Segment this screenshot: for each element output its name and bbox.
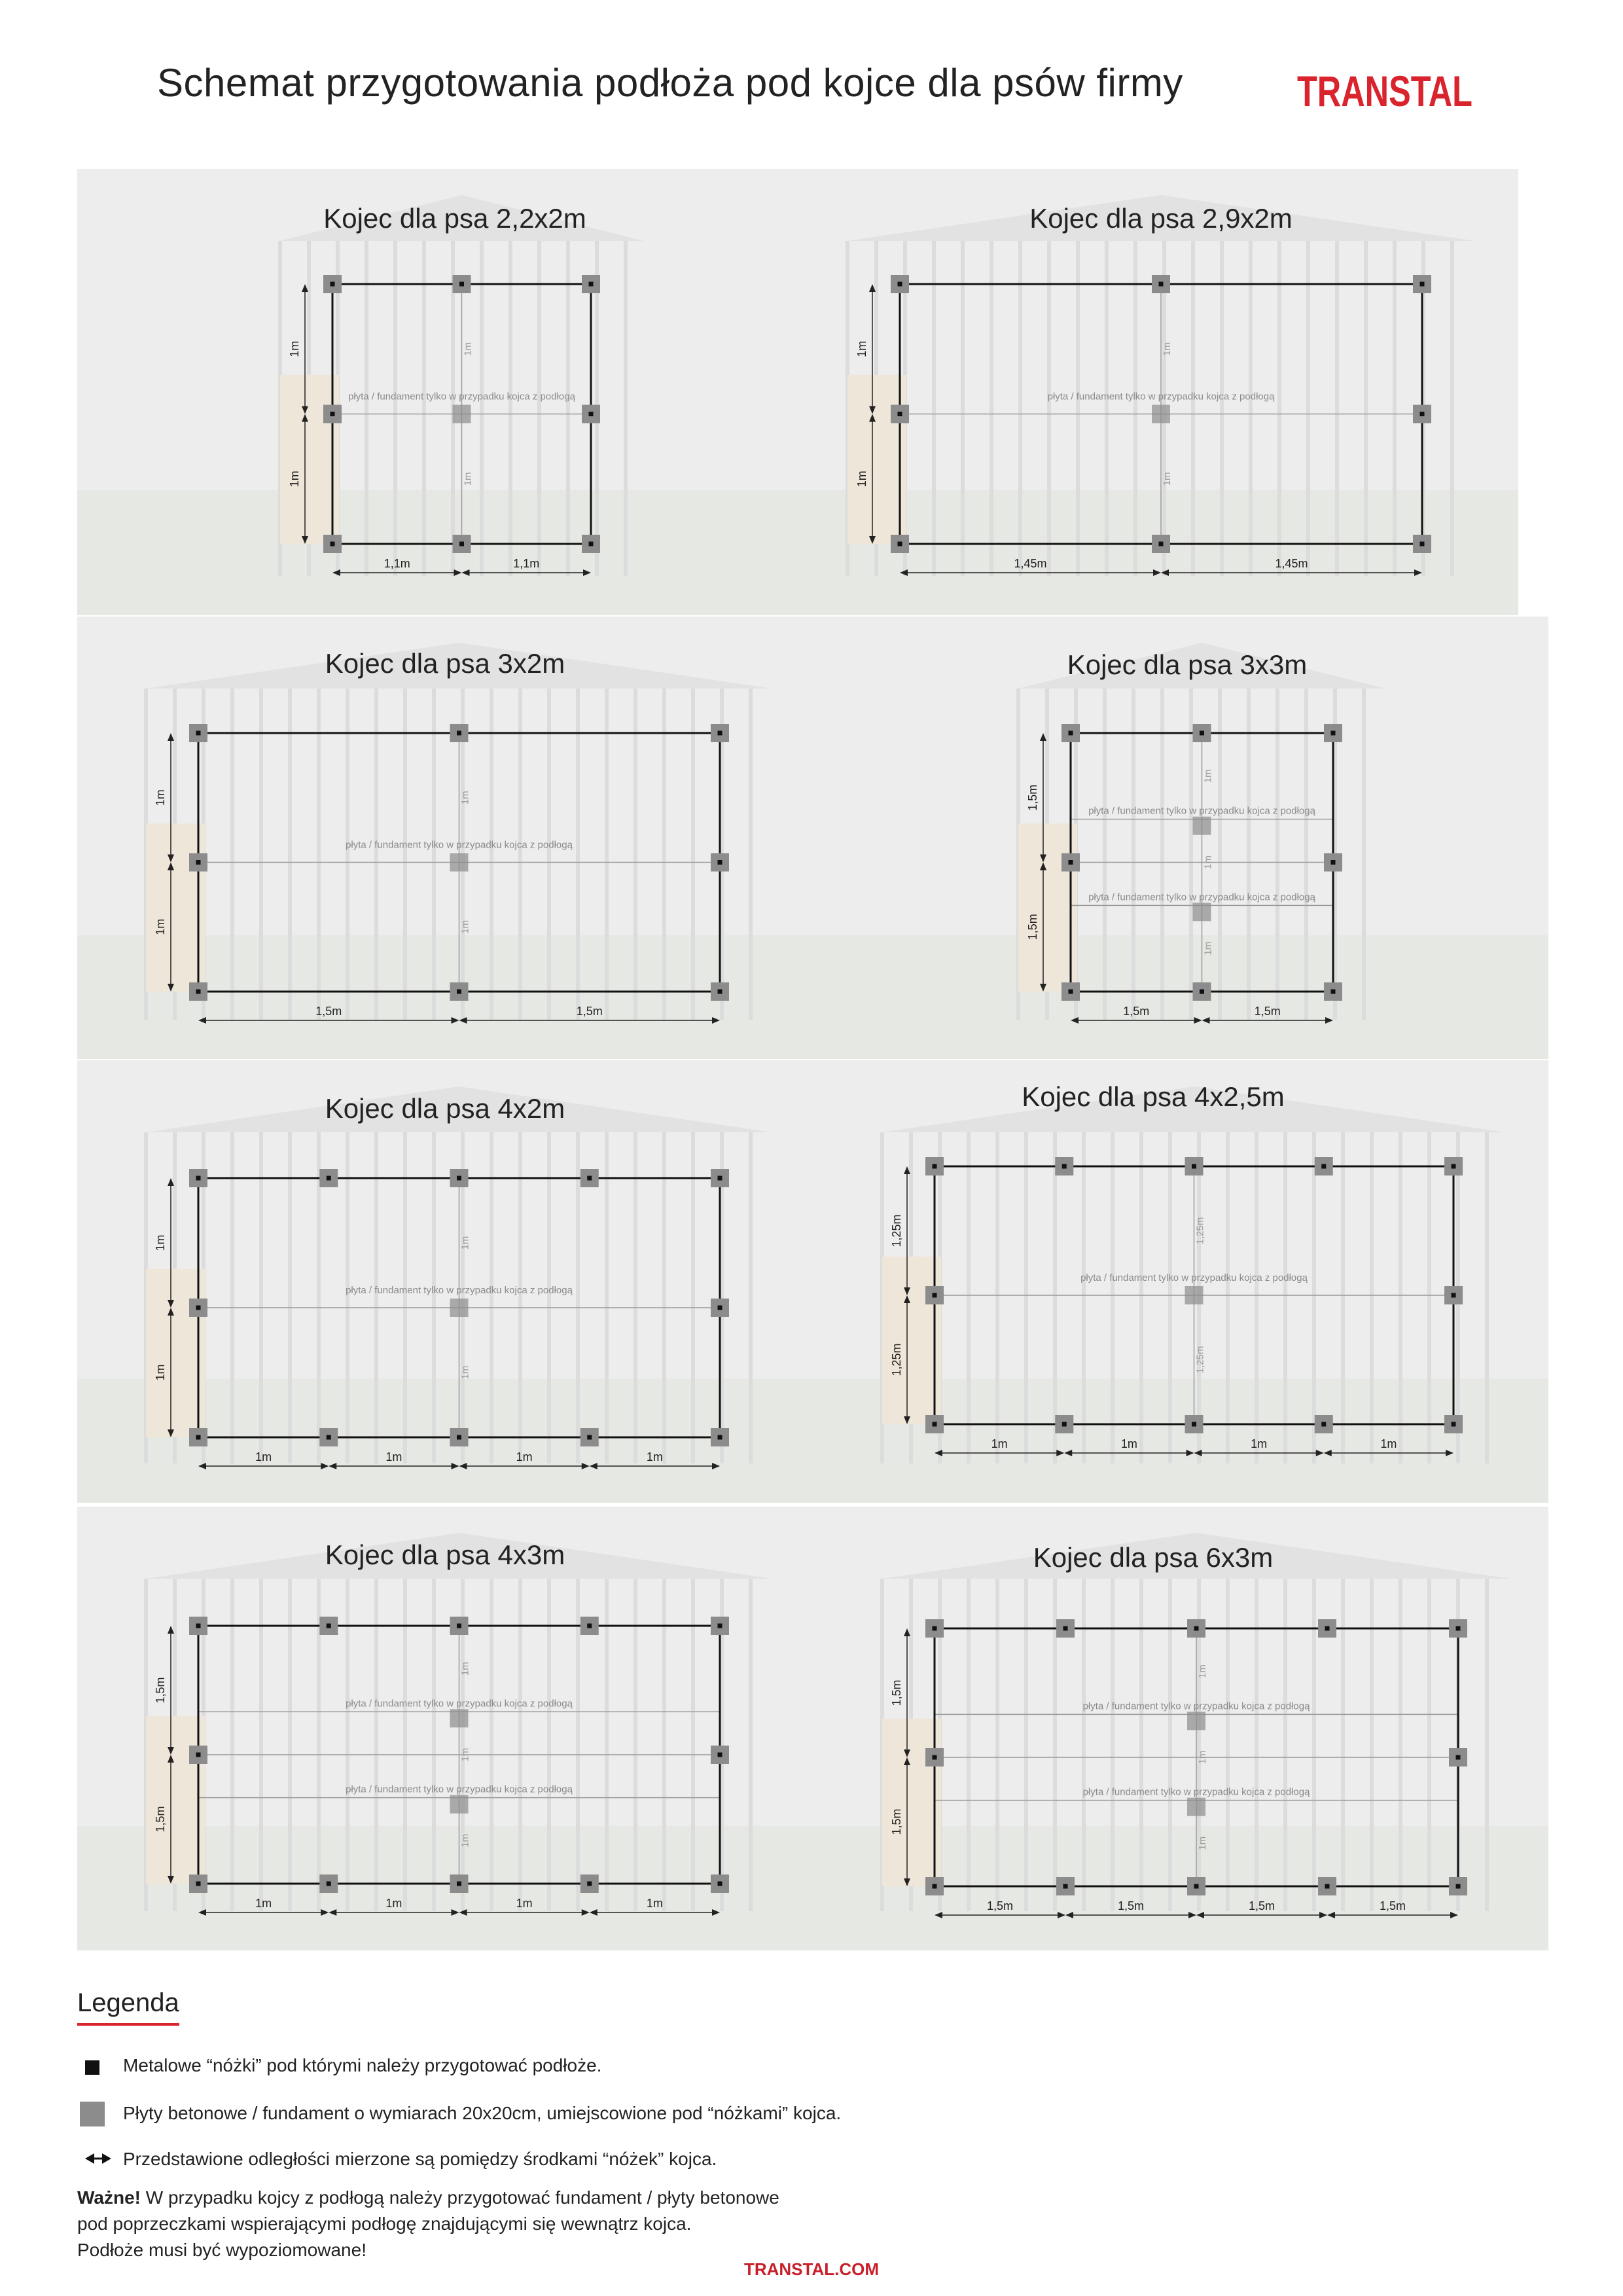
dimension-label: 1,45m — [1014, 557, 1047, 570]
metal-foot — [1420, 282, 1425, 287]
metal-foot — [330, 412, 335, 416]
inner-dimension-label: 1m — [1162, 472, 1173, 486]
dimension-label: 1,5m — [154, 1806, 167, 1833]
floor-note: płyta / fundament tylko w przypadku kojca z podłogą — [1047, 391, 1275, 403]
inner-dimension-label: 1,25m — [1194, 1346, 1206, 1374]
metal-foot — [718, 1624, 722, 1628]
inner-dimension-label: 1m — [459, 1748, 471, 1762]
metal-foot — [1194, 1884, 1199, 1889]
panel-wooden-wall — [146, 823, 205, 992]
panel-wooden-wall — [847, 375, 906, 544]
inner-dimension-label: 1m — [1197, 1664, 1208, 1679]
metal-foot — [1456, 1884, 1461, 1889]
dimension-label: 1m — [855, 340, 868, 357]
legend-title: Legenda — [77, 1988, 179, 2026]
dimension-label: 1m — [385, 1897, 402, 1910]
metal-foot — [589, 412, 594, 416]
metal-foot — [718, 1306, 722, 1310]
metal-foot — [457, 731, 461, 736]
inner-dimension-label: 1m — [1202, 769, 1214, 783]
metal-foot — [457, 1882, 461, 1886]
inner-dimension-label: 1m — [1197, 1750, 1208, 1765]
dimension-label: 1,25m — [890, 1214, 903, 1247]
inner-dimension-label: 1m — [459, 920, 471, 934]
dimension-label: 1m — [1380, 1437, 1397, 1450]
dimension-label: 1m — [991, 1437, 1008, 1450]
important-line-1: W przypadku kojcy z podłogą należy przygotować fundament / płyty betonowe — [140, 2187, 779, 2208]
dimension-label: 1m — [154, 1234, 167, 1251]
metal-foot — [718, 1176, 722, 1181]
floor-note: płyta / fundament tylko w przypadku kojca z podłogą — [1082, 1700, 1310, 1712]
metal-foot — [196, 1306, 201, 1310]
metal-foot — [1159, 542, 1164, 547]
floor-note: płyta / fundament tylko w przypadku kojca z podłogą — [1082, 1786, 1310, 1798]
metal-foot — [1192, 1164, 1196, 1169]
legend-item-label: Przedstawione odległości mierzone są pomiędzy środkami “nóżek” kojca. — [123, 2149, 717, 2169]
dimension-label: 1,5m — [1379, 1899, 1406, 1912]
metal-foot — [1062, 1422, 1067, 1427]
metal-foot — [1331, 731, 1336, 736]
important-label: Ważne! — [77, 2187, 141, 2208]
inner-dimension-label: 1m — [1162, 342, 1173, 356]
important-line-3: Podłoże musi być wypoziomowane! — [77, 2240, 366, 2260]
metal-foot — [327, 1624, 331, 1628]
inner-dimension-label: 1m — [459, 1662, 471, 1676]
metal-foot — [327, 1882, 331, 1886]
panel-wooden-wall — [882, 1719, 941, 1886]
floor-note: płyta / fundament tylko w przypadku kojca z podłogą — [1088, 891, 1315, 903]
metal-foot — [459, 542, 464, 547]
important-line-2: pod poprzeczkami wspierającymi podłogę znajdującymi się wewnątrz kojca. — [77, 2214, 692, 2234]
metal-foot — [457, 990, 461, 994]
metal-foot — [196, 731, 201, 736]
panel-ground — [813, 935, 1548, 1059]
floor-note: płyta / fundament tylko w przypadku kojca z podłogą — [1088, 805, 1315, 817]
panel-title: Kojec dla psa 3x2m — [325, 648, 565, 679]
concrete-pad — [1187, 1798, 1205, 1816]
metal-foot — [933, 1755, 937, 1760]
footer-website: TRANSTAL.COM — [743, 2259, 880, 2279]
metal-foot — [1200, 990, 1204, 994]
inner-dimension-label: 1m — [1202, 855, 1214, 869]
metal-foot — [1069, 860, 1073, 865]
dimension-label: 1,1m — [513, 557, 540, 570]
metal-foot — [718, 860, 722, 865]
metal-foot — [1452, 1164, 1456, 1169]
enclosure-panel — [77, 1060, 813, 1503]
floor-note: płyta / fundament tylko w przypadku kojca z podłogą — [1080, 1272, 1308, 1283]
dimension-label: 1m — [516, 1450, 533, 1463]
dimension-label: 1m — [288, 471, 301, 488]
metal-foot — [196, 1753, 201, 1757]
dimension-label: 1,5m — [1026, 914, 1039, 941]
panel-wooden-wall — [146, 1269, 205, 1437]
metal-foot — [1321, 1422, 1326, 1427]
panel-title: Kojec dla psa 6x3m — [1033, 1542, 1274, 1573]
metal-foot — [589, 542, 594, 547]
dimension-label: 1m — [855, 471, 868, 488]
metal-foot — [1420, 412, 1425, 416]
important-note — [77, 2185, 993, 2263]
metal-foot — [1456, 1755, 1461, 1760]
inner-dimension-label: 1m — [459, 1365, 471, 1380]
dimension-label: 1m — [385, 1450, 402, 1463]
metal-foot — [587, 1882, 592, 1886]
metal-foot — [587, 1435, 592, 1440]
panel-wooden-wall — [1018, 823, 1077, 992]
metal-foot — [933, 1164, 937, 1169]
metal-foot — [587, 1624, 592, 1628]
dimension-label: 1m — [154, 789, 167, 806]
enclosure-panel — [77, 1507, 813, 1950]
metal-foot — [1069, 990, 1073, 994]
concrete-pad — [1152, 405, 1170, 423]
metal-foot — [327, 1176, 331, 1181]
dimension-label: 1,5m — [315, 1005, 342, 1018]
panel-title: Kojec dla psa 2,2x2m — [323, 203, 586, 234]
metal-foot — [1192, 1422, 1196, 1427]
metal-foot — [1420, 542, 1425, 547]
inner-dimension-label: 1m — [462, 472, 474, 486]
dimension-label: 1,5m — [986, 1899, 1014, 1912]
dimension-label: 1,5m — [890, 1808, 903, 1835]
metal-foot — [196, 1882, 201, 1886]
dimension-label: 1,5m — [1117, 1899, 1145, 1912]
metal-foot — [933, 1626, 937, 1631]
dimension-label: 1,5m — [1254, 1005, 1281, 1018]
panel-title: Kojec dla psa 4x3m — [325, 1539, 565, 1570]
concrete-pad — [1193, 903, 1211, 921]
dimension-label: 1m — [1251, 1437, 1268, 1450]
metal-foot — [718, 731, 722, 736]
dimension-label: 1,5m — [154, 1677, 167, 1704]
legend — [77, 1988, 1059, 2260]
dimension-label: 1,5m — [890, 1679, 903, 1706]
metal-foot — [1159, 282, 1164, 287]
legend-item-label: Metalowe “nóżki” pod którymi należy przygotować podłoże. — [123, 2055, 602, 2075]
brand-logo-text: TRANSTAL — [1297, 67, 1472, 115]
metal-foot — [1325, 1884, 1330, 1889]
metal-foot — [457, 1176, 461, 1181]
dimension-label: 1,5m — [1123, 1005, 1150, 1018]
dimension-label: 1m — [255, 1897, 272, 1910]
metal-foot — [196, 1624, 201, 1628]
metal-foot — [718, 1882, 722, 1886]
inner-dimension-label: 1m — [462, 342, 474, 356]
dimension-label: 1m — [646, 1450, 663, 1463]
dimension-label: 1m — [516, 1897, 533, 1910]
metal-foot — [1452, 1422, 1456, 1427]
concrete-pad — [1185, 1286, 1204, 1304]
panel-ground — [77, 490, 813, 615]
enclosure-panel — [77, 169, 813, 615]
metal-foot — [327, 1435, 331, 1440]
concrete-pad — [450, 853, 469, 872]
inner-dimension-label: 1m — [459, 791, 471, 805]
floor-note: płyta / fundament tylko w przypadku kojca z podłogą — [346, 839, 573, 851]
metal-foot — [1331, 990, 1336, 994]
concrete-pad — [1193, 817, 1211, 835]
enclosure-panel — [77, 617, 813, 1059]
inner-dimension-label: 1m — [459, 1236, 471, 1250]
concrete-pad — [450, 1709, 469, 1727]
metal-foot — [457, 1435, 461, 1440]
metal-foot — [196, 990, 201, 994]
inner-dimension-label: 1m — [1202, 941, 1214, 956]
metal-foot — [1063, 1626, 1068, 1631]
metal-foot — [1062, 1164, 1067, 1169]
metal-foot — [1194, 1626, 1199, 1631]
metal-foot — [1325, 1626, 1330, 1631]
double-arrow-icon — [85, 2151, 111, 2166]
metal-foot — [718, 1435, 722, 1440]
dimension-label: 1m — [255, 1450, 272, 1463]
metal-foot — [1321, 1164, 1326, 1169]
metal-foot — [589, 282, 594, 287]
concrete-pad — [453, 405, 471, 423]
floor-note: płyta / fundament tylko w przypadku kojca z podłogą — [348, 391, 575, 403]
metal-foot — [898, 542, 902, 547]
metal-foot — [196, 1176, 201, 1181]
metal-foot — [1452, 1293, 1456, 1298]
dimension-label: 1m — [154, 1364, 167, 1381]
metal-foot — [718, 990, 722, 994]
floor-note: płyta / fundament tylko w przypadku kojca z podłogą — [346, 1285, 573, 1296]
metal-foot — [898, 412, 902, 416]
dimension-label: 1,45m — [1275, 557, 1308, 570]
metal-foot — [933, 1884, 937, 1889]
metal-foot — [457, 1624, 461, 1628]
enclosure-panel — [813, 1507, 1548, 1950]
metal-foot — [1331, 860, 1336, 865]
dimension-label: 1m — [288, 340, 301, 357]
enclosure-panel — [813, 617, 1548, 1059]
concrete-pad — [1187, 1712, 1205, 1730]
metal-foot — [587, 1176, 592, 1181]
metal-foot — [933, 1293, 937, 1298]
concrete-pad — [450, 1299, 469, 1317]
inner-dimension-label: 1,25m — [1194, 1217, 1206, 1245]
metal-foot — [330, 282, 335, 287]
panel-title: Kojec dla psa 2,9x2m — [1029, 203, 1293, 234]
metal-foot — [1456, 1626, 1461, 1631]
dimension-label: 1,25m — [890, 1343, 903, 1376]
panel-title: Kojec dla psa 4x2,5m — [1022, 1081, 1285, 1112]
metal-foot — [1063, 1884, 1068, 1889]
metal-foot — [933, 1422, 937, 1427]
enclosure-panel — [813, 1060, 1548, 1503]
dimension-label: 1,5m — [1026, 784, 1039, 811]
metal-foot — [459, 282, 464, 287]
black-square-icon — [85, 2060, 99, 2075]
panel-wooden-wall — [146, 1716, 205, 1884]
legend-item-label: Płyty betonowe / fundament o wymiarach 20x20cm, umiejscowione pod “nóżkami” kojca. — [123, 2103, 842, 2123]
floor-note: płyta / fundament tylko w przypadku kojca z podłogą — [346, 1784, 573, 1795]
inner-dimension-label: 1m — [1197, 1836, 1208, 1850]
dimension-label: 1m — [1120, 1437, 1137, 1450]
floor-note: płyta / fundament tylko w przypadku kojca z podłogą — [346, 1698, 573, 1710]
panel-title: Kojec dla psa 3x3m — [1067, 649, 1308, 680]
dimension-label: 1,5m — [576, 1005, 603, 1018]
metal-foot — [1200, 731, 1204, 736]
dimension-label: 1m — [646, 1897, 663, 1910]
metal-foot — [1069, 731, 1073, 736]
metal-foot — [196, 860, 201, 865]
metal-foot — [196, 1435, 201, 1440]
dimension-label: 1,5m — [1248, 1899, 1275, 1912]
enclosure-panel — [813, 169, 1518, 615]
page-title: Schemat przygotowania podłoża pod kojce dla psów firmy — [157, 61, 1183, 105]
inner-dimension-label: 1m — [459, 1833, 471, 1848]
panel-wooden-wall — [280, 375, 339, 544]
panel-title: Kojec dla psa 4x2m — [325, 1093, 565, 1124]
dimension-label: 1m — [154, 918, 167, 935]
grey-square-icon — [80, 2102, 105, 2126]
metal-foot — [898, 282, 902, 287]
metal-foot — [330, 542, 335, 547]
dimension-label: 1,1m — [383, 557, 410, 570]
concrete-pad — [450, 1795, 469, 1814]
panel-wooden-wall — [882, 1257, 941, 1424]
metal-foot — [718, 1753, 722, 1757]
